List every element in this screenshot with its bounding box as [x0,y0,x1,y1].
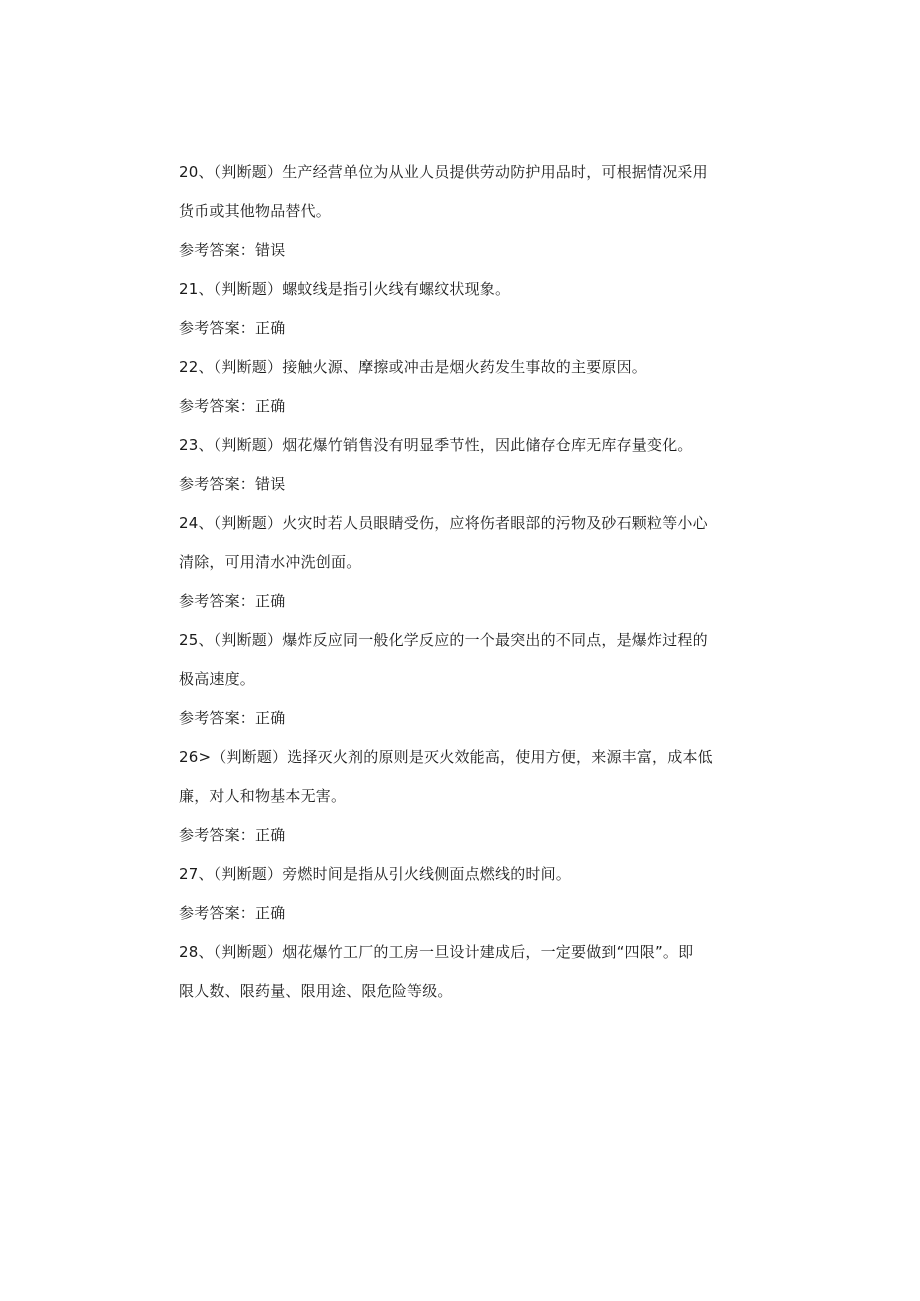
question-27-text: 27、（判断题）旁燃时间是指从引火线侧面点燃线的时间。 [179,865,571,883]
question-25-answer: 参考答案：正确 [179,709,286,727]
question-20-text: 20、（判断题）生产经营单位为从业人员提供劳动防护用品时，可根据情况采用 [179,163,708,181]
question-24-text-cont: 清除，可用清水冲洗创面。 [179,553,362,571]
question-20-text-cont: 货币或其他物品替代。 [179,202,332,220]
question-26-text: 26>（判断题）选择灭火剂的原则是灭火效能高，使用方便，来源丰富，成本低 [179,748,713,766]
question-27-answer: 参考答案：正确 [179,904,286,922]
question-28-text: 28、（判断题）烟花爆竹工厂的工房一旦设计建成后，一定要做到“四限”。即 [179,943,694,961]
question-28-text-cont: 限人数、限药量、限用途、限危险等级。 [179,982,453,1000]
question-20-answer: 参考答案：错误 [179,241,286,259]
question-24-answer: 参考答案：正确 [179,592,286,610]
question-25-text-cont: 极高速度。 [179,670,256,688]
question-26-text-cont: 廉，对人和物基本无害。 [179,787,347,805]
question-21-answer: 参考答案：正确 [179,319,286,337]
question-23-text: 23、（判断题）烟花爆竹销售没有明显季节性，因此储存仓库无库存量变化。 [179,436,693,454]
question-23-answer: 参考答案：错误 [179,475,286,493]
question-21-text: 21、（判断题）螺蚊线是指引火线有螺纹状现象。 [179,280,511,298]
question-list [179,153,739,1011]
question-22-text: 22、（判断题）接触火源、摩擦或冲击是烟火药发生事故的主要原因。 [179,358,647,376]
question-26-answer: 参考答案：正确 [179,826,286,844]
question-25-text: 25、（判断题）爆炸反应同一般化学反应的一个最突出的不同点，是爆炸过程的 [179,631,708,649]
question-22-answer: 参考答案：正确 [179,397,286,415]
question-24-text: 24、（判断题）火灾时若人员眼睛受伤，应将伤者眼部的污物及砂石颗粒等小心 [179,514,708,532]
